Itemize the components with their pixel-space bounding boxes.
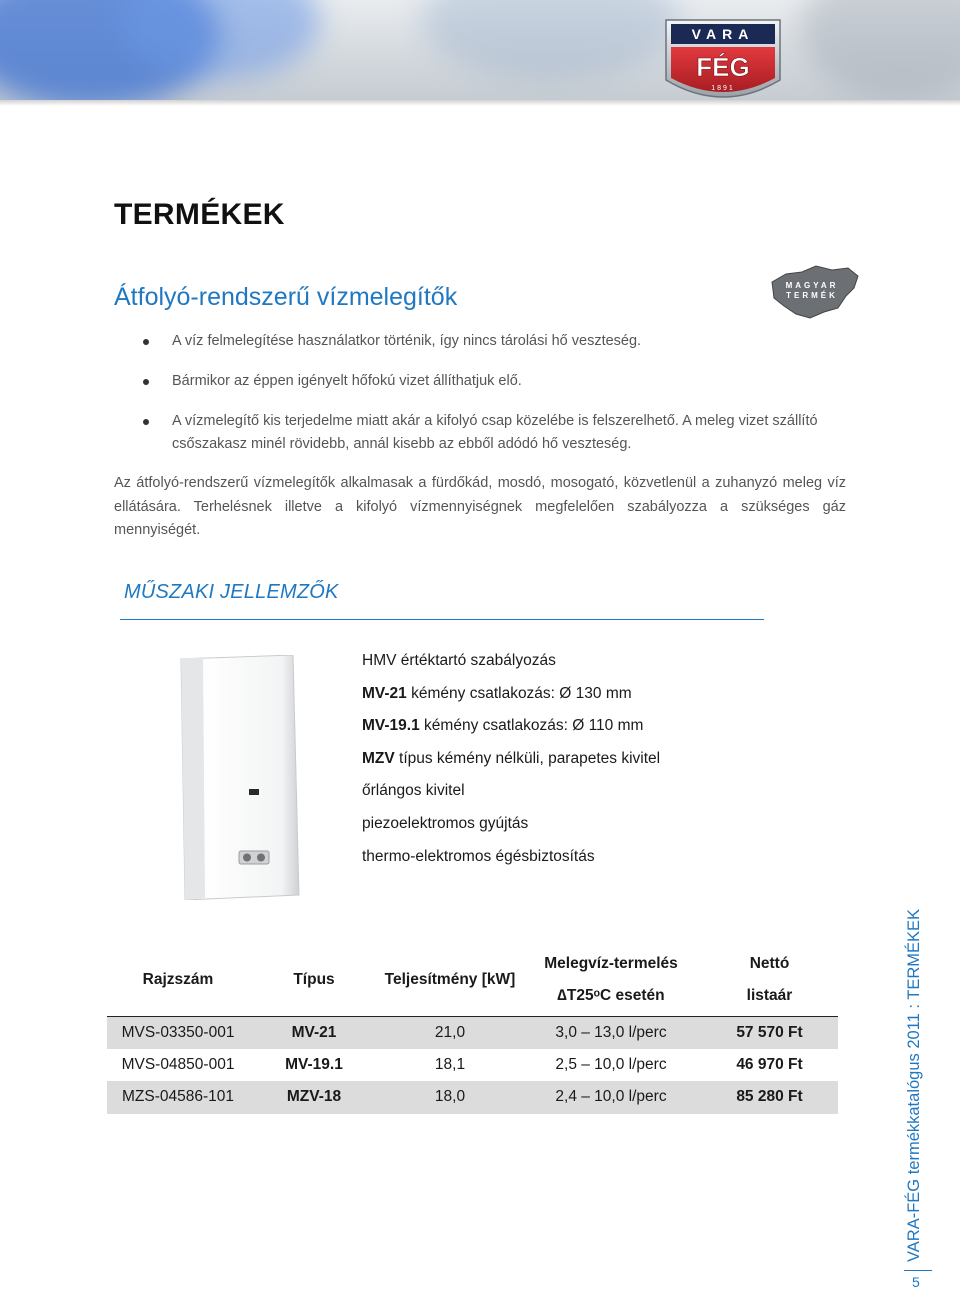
side-catalog-label: VARA-FÉG termékkatalógus 2011 : TERMÉKEK — [905, 908, 923, 1262]
magyar-termek-badge — [762, 262, 862, 324]
table-header-row — [107, 944, 838, 1016]
header-price-line2: listaár — [746, 986, 793, 1004]
spec-item — [362, 683, 660, 705]
cell-power: 18,1 — [434, 1055, 466, 1073]
header-hot-water-line2: ∆T25ᵒC esetén — [557, 986, 665, 1004]
spec-item — [362, 846, 660, 868]
spec-item — [362, 715, 660, 737]
cell-code: MVS-03350-001 — [107, 1016, 249, 1049]
cell-price: 46 970 Ft — [736, 1055, 803, 1073]
spec-text: őrlángos kivitel — [362, 782, 465, 800]
logo-year: 1891 — [711, 85, 735, 92]
list-item-text: A vízmelegítő kis terjedelme miatt akár a kifolyó csap közelébe is felszerelhető. A meleg vizet szállító csőszakasz minél rövidebb, annál kisebb az ebből adódó hő veszteség. — [172, 413, 818, 452]
page-title: TERMÉKEK — [114, 198, 285, 231]
water-heater-image — [175, 655, 305, 900]
page-number-rule — [904, 1270, 932, 1271]
header-drawing-number: Rajzszám — [142, 970, 214, 988]
specs-list — [362, 650, 660, 878]
spec-model: MZV — [362, 749, 395, 767]
display-window-icon — [249, 789, 259, 795]
spec-model: MV-21 — [362, 684, 407, 702]
subtitle: Átfolyó-rendszerű vízmelegítők — [114, 283, 458, 311]
spec-item — [362, 650, 660, 672]
cell-flow: 2,4 – 10,0 l/perc — [521, 1081, 701, 1114]
spec-text: kémény csatlakozás: Ø 130 mm — [406, 684, 632, 702]
spec-text: piezoelektromos gyújtás — [362, 814, 529, 832]
page-number: 5 — [912, 1274, 920, 1290]
spec-text: HMV értéktartó szabályozás — [362, 652, 556, 669]
flame-decoration — [800, 0, 960, 100]
header-hot-water — [521, 944, 701, 1016]
cell-type: MV-21 — [249, 1016, 379, 1049]
cell-code: MVS-04850-001 — [121, 1055, 235, 1073]
logo-brand-top: VARA — [691, 26, 755, 42]
cell-code: MZS-04586-101 — [107, 1081, 249, 1114]
bullet-icon — [143, 379, 149, 385]
list-item-text: A víz felmelegítése használatkor történik, így nincs tárolási hő veszteség. — [172, 333, 642, 349]
cell-type: MZV-18 — [249, 1081, 379, 1114]
cell-type: MV-19.1 — [285, 1055, 343, 1073]
list-item — [140, 370, 850, 393]
header-power: Teljesítmény [kW] — [384, 970, 516, 988]
table-row — [107, 1049, 838, 1082]
list-item — [140, 410, 850, 456]
spec-text: kémény csatlakozás: Ø 110 mm — [419, 717, 644, 735]
badge-line2: TERMÉK — [786, 291, 838, 300]
spec-text: típus kémény nélküli, parapetes kivitel — [394, 749, 661, 767]
spec-model: MV-19.1 — [362, 717, 420, 735]
bullet-icon — [143, 339, 149, 345]
cell-price: 85 280 Ft — [701, 1081, 838, 1114]
spec-item — [362, 813, 660, 835]
spec-text: thermo-elektromos égésbiztosítás — [362, 847, 595, 865]
spec-item — [362, 780, 660, 802]
badge-line1: MAGYAR — [785, 281, 839, 290]
cell-price: 57 570 Ft — [701, 1016, 838, 1049]
bullet-icon — [143, 419, 149, 425]
cell-power: 21,0 — [379, 1016, 521, 1049]
vara-feg-logo — [664, 14, 782, 110]
header-price-line1: Nettó — [749, 954, 790, 972]
list-item-text: Bármikor az éppen igényelt hőfokú vizet állíthatjuk elő. — [172, 373, 522, 389]
table-row — [107, 1016, 838, 1049]
logo-brand-main: FÉG — [696, 52, 750, 82]
table-row — [107, 1081, 838, 1114]
header-type: Típus — [293, 970, 335, 988]
header-price — [701, 944, 838, 1016]
section-title: MŰSZAKI JELLEMZŐK — [124, 581, 339, 603]
cell-flow: 3,0 – 13,0 l/perc — [521, 1016, 701, 1049]
flame-decoration — [420, 0, 680, 80]
list-item — [140, 330, 850, 353]
cell-flow: 2,5 – 10,0 l/perc — [555, 1055, 667, 1073]
description-paragraph: Az átfolyó-rendszerű vízmelegítők alkalmasak a fürdőkád, mosdó, mosogató, közvetlenül a zuhanyzó meleg víz ellátására. Terhelésnek illetve a kifolyó vízmennyiségnek megfelelően szabályozza a szükséges gáz mennyiségét. — [114, 475, 846, 538]
feature-list — [140, 330, 850, 473]
spec-item — [362, 748, 660, 770]
price-table — [107, 944, 838, 1114]
header-hot-water-line1: Melegvíz-termelés — [544, 954, 678, 972]
section-divider — [120, 619, 764, 620]
cell-power: 18,0 — [379, 1081, 521, 1114]
banner-shadow — [0, 100, 960, 106]
header-banner — [0, 0, 960, 100]
